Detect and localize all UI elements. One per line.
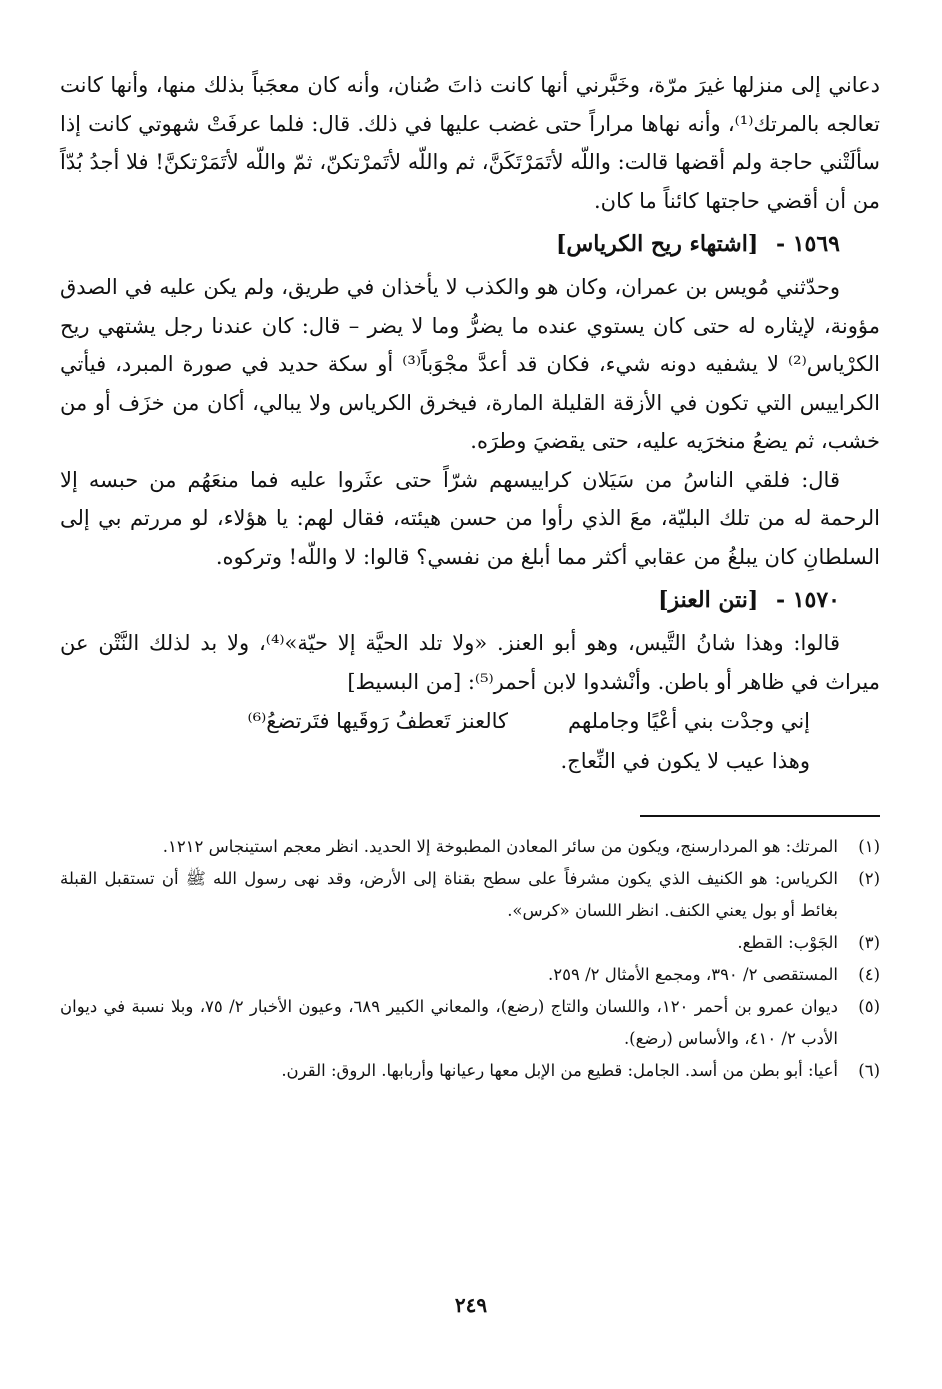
page-body — [60, 66, 880, 1087]
footnote-number: (٢) — [858, 869, 880, 888]
footnote-number: (٦) — [858, 1061, 880, 1080]
footnote — [60, 1055, 880, 1087]
footnote-number: (٣) — [858, 933, 880, 952]
footnote-divider — [640, 815, 880, 817]
section-1570-paragraph: قالوا: وهذا شانُ التَّيس، وهو أبو العنز. «ولا تلد الحيَّة إلا حيّة»⁽⁴⁾، ولا بد لذلك النَّتْن عن ميراث في ظاهر أو باطن. وأنْشدوا لابن أحمر⁽⁵⁾: [من البسيط] — [60, 631, 880, 694]
footnote — [60, 927, 880, 959]
footnote-text: ديوان عمرو بن أحمر ١٢٠، واللسان والتاج (رضع)، والمعاني الكبير ٦٨٩، وعيون الأخبار ٢/ ٧٥، وبلا نسبة في ديوان الأدب ٢/ ٤١٠، والأساس (رضع). — [60, 997, 838, 1048]
footnote-text: أعيا: أبو بطن من أسد. الجامل: قطيع من الإبل معها رعيانها وأربابها. الروق: القرن. — [281, 1061, 838, 1080]
footnote — [60, 863, 880, 927]
footnote-text: المرتك: هو المردارسنج، ويكون من سائر المعادن المطبوخة إلا الحديد. انظر معجم استينجاس ١٢١٢. — [162, 837, 838, 856]
page-number: ٢٤٩ — [454, 1293, 488, 1317]
opening-paragraph: دعاني إلى منزلها غيرَ مرّة، وخَبَّرني أنها كانت ذاتَ صُنان، وأنه كان معجَباً بذلك منها، وأنها كانت تعالجه بالمرتك⁽¹⁾، وأنه نهاها مراراً حتى غضب عليها في ذلك. قال: فلما عرفَتْ شهوتي كانت إذا سألَتْني حاجة ولم أقضها قالت: واللّه لأتَمَرْتَكَنَّ، ثم واللّه لأتَمرْتكنّ، ثمّ واللّه لأتَمَرْتكنَّ! فلا أجدُ بُدّاً من أن أقضي حاجتها كائناً ما كان. — [60, 73, 880, 213]
section-number: ١٥٦٩ - — [775, 231, 840, 257]
poem-verse — [60, 701, 880, 741]
footnote-number: (٤) — [858, 965, 880, 984]
section-heading-1569 — [60, 224, 880, 264]
footnote — [60, 959, 880, 991]
footnote-text: الكرياس: هو الكنيف الذي يكون مشرفاً على سطح بقناة إلى الأرض، وقد نهى رسول الله ﷺ أن تستقبل القبلة بغائط أو بول يعني الكنف. انظر اللسان «كرس». — [60, 869, 838, 920]
verse-second-hemistich: كالعنز تَعطفُ رَوقَيها فتَرتضعُ⁽⁶⁾ — [247, 709, 509, 733]
section-title: [نتن العنز] — [658, 587, 759, 613]
footnote — [60, 991, 880, 1055]
closing-line: وهذا عيب لا يكون في النِّعاج. — [560, 749, 810, 773]
verse-first-hemistich: إني وجدْت بني أعْيًا وجاملهم — [568, 709, 810, 733]
footnote-number: (١) — [858, 837, 880, 856]
section-1569-paragraph-2: قال: فلقي الناسُ من سَيَلان كراييسهم شرّاً حتى عثَروا عليه فما منعَهُم من حبسه إلا الرحمة له من تلك البليّة، معَ الذي رأوا من حسن هيئته، فقال لهم: يا هؤلاء، لو مررتم بي إلى السلطانِ كان يبلغُ من عقابي أكثر مما أبلغ من نفسي؟ قالوا: لا واللّه! وتركوه. — [60, 467, 880, 569]
section-title: [اشتهاء ريح الكرياس] — [556, 231, 759, 257]
section-number: ١٥٧٠ - — [775, 587, 840, 613]
footnote-text: المستقصى ٢/ ٣٩٠، ومجمع الأمثال ٢/ ٢٥٩. — [548, 965, 838, 984]
section-heading-1570 — [60, 580, 880, 620]
footnote — [60, 831, 880, 863]
footnotes — [60, 831, 880, 1087]
section-1569-paragraph-1: وحدّثني مُويس بن عمران، وكان هو والكذب لا يأخذان في طريق، ولم يكن عليه في الصدق مؤونة، لإيثاره له حتى كان يستوي عنده ما يضرُّ وما لا يضر – قال: كان عندنا رجل يشتهي ريح الكرْياس⁽²⁾ لا يشفيه دونه شيء، فكان قد أعدَّ مجْوَباً⁽³⁾ أو سكة حديد في صورة المبرد، فيأتي الكراييس التي تكون في الأزقة القليلة المارة، فيخرق الكرياس ولا يبالي، أكان من خزَف أو من خشب، ثم يضعُ منخرَيه عليه، حتى يقضيَ وطرَه. — [60, 275, 881, 453]
footnote-text: الجَوْب: القطع. — [737, 933, 838, 952]
footnote-number: (٥) — [858, 997, 880, 1016]
